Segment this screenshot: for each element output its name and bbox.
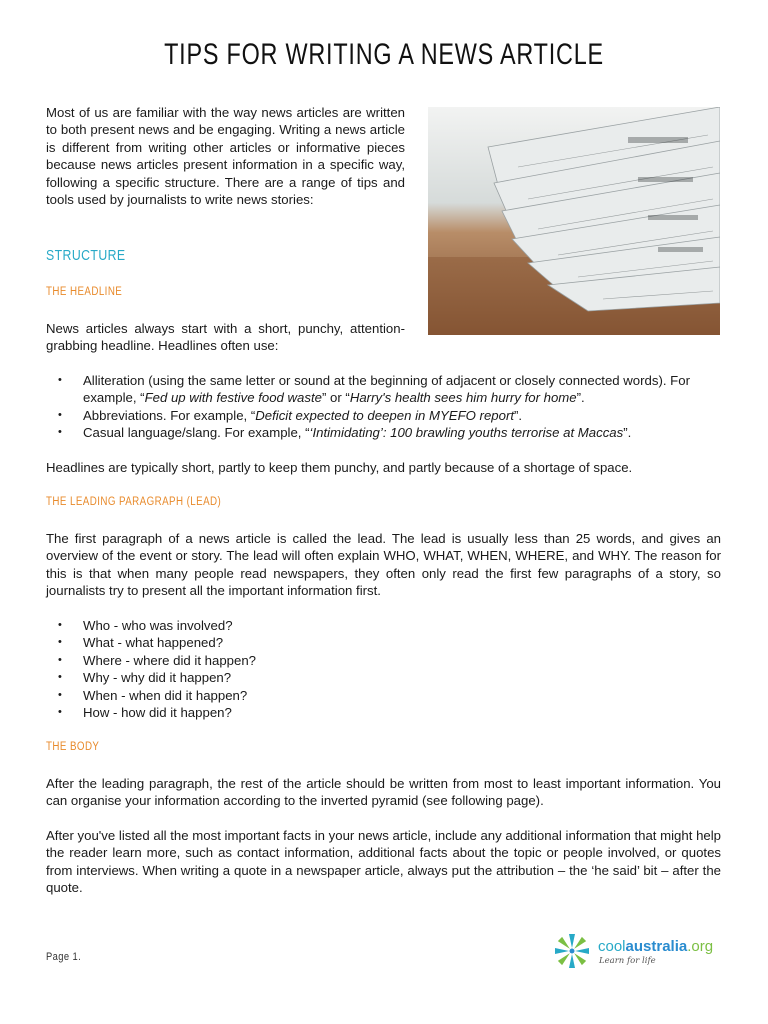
coolaustralia-logo[interactable]	[552, 930, 722, 972]
list-item: • How - how did it happen?	[46, 704, 446, 721]
body-paragraph-1: After the leading paragraph, the rest of the article should be written from most to least important information. You can organise your information according to the inverted pyramid (see following page).	[46, 776, 721, 809]
list-item: • Why - why did it happen?	[46, 669, 446, 686]
headline-closing-paragraph: Headlines are typically short, partly to keep them punchy, and partly because of a shortage of space.	[46, 460, 633, 475]
list-item: • Casual language/slang. For example, “‘Intimidating’: 100 brawling youths terrorise at Maccas”.	[46, 424, 726, 441]
newspaper-stack-photo	[428, 107, 720, 335]
list-item: • Abbreviations. For example, “Deficit expected to deepen in MYEFO report”.	[46, 407, 726, 424]
lead-bullet-list	[46, 617, 446, 721]
body-heading: THE BODY	[46, 741, 100, 753]
body-paragraph-2: After you've listed all the most important facts in your news article, include any additional information that might help the reader learn more, such as contact information, additional facts about the topic or people involved, or quotes from interviews. When writing a quote in a newspaper article, always put the attribution – the ‘he said’ bit – after the quote.	[46, 828, 721, 896]
list-item: • What - what happened?	[46, 634, 446, 651]
page-number: Page 1.	[46, 951, 82, 963]
logo-wordmark: coolaustralia.org	[598, 938, 714, 955]
logo-tagline: Learn for life	[599, 956, 656, 966]
headline-heading: THE HEADLINE	[46, 286, 123, 298]
page-title: TIPS FOR WRITING A NEWS ARTICLE	[164, 38, 604, 71]
headline-bullet-list	[46, 372, 726, 442]
list-item: • Alliteration (using the same letter or sound at the beginning of adjacent or closely connected words). For example, “Fed up with festive food waste” or “Harry's health sees him hurry for home”.	[46, 372, 726, 407]
structure-heading: STRUCTURE	[46, 247, 126, 264]
lead-heading: THE LEADING PARAGRAPH (LEAD)	[46, 496, 222, 508]
intro-paragraph: Most of us are familiar with the way news articles are written to both present news and be engaging. Writing a news article is different from writing other articles or informative pieces because news articles present information in a specific way, following a specific structure. There are a range of tips and tools used by journalists to write news stories:	[46, 105, 405, 208]
list-item: • Where - where did it happen?	[46, 652, 446, 669]
list-item: • Who - who was involved?	[46, 617, 446, 634]
lead-paragraph: The first paragraph of a news article is called the lead. The lead is usually less than 25 words, and gives an overview of the event or story. The lead will often explain WHO, WHAT, WHEN, WHERE, and WHY. The reason for this is that when many people read newspapers, they often only read the first few paragraphs of a story, so journalists try to present all the important information first.	[46, 531, 721, 599]
list-item: • When - when did it happen?	[46, 687, 446, 704]
coolaustralia-flower-icon	[552, 931, 592, 971]
headline-paragraph: News articles always start with a short, punchy, attention-grabbing headline. Headlines often use:	[46, 321, 405, 354]
